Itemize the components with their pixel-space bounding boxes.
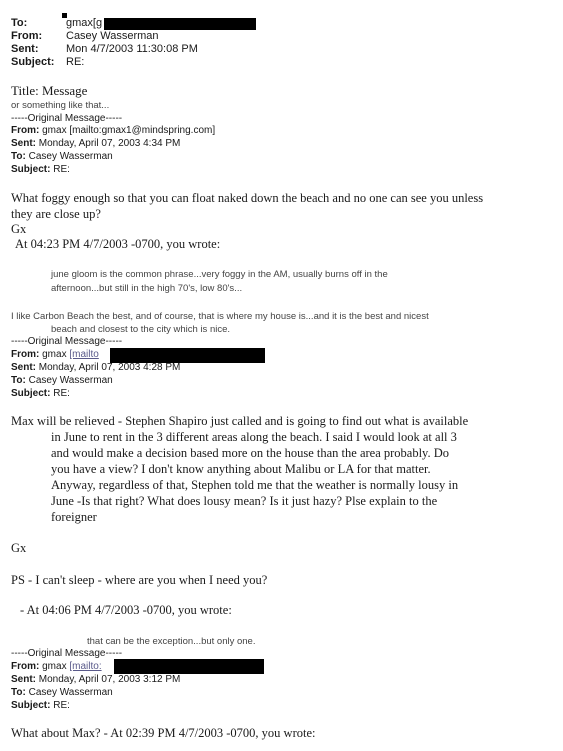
quote1-line1: june gloom is the common phrase...very foggy in the AM, usually burns off in the [51,269,388,280]
para2-line4: you have a view? I don't know anything about Malibu or LA for that matter. [51,462,431,476]
block2-from-label: From: [11,349,40,360]
block1-from [11,125,215,136]
block2-to [11,375,113,386]
para2-line1: Max will be relieved - Stephen Shapiro just called and is going to find out what is available [11,414,469,428]
block2-to-value: Casey Wasserman [28,375,113,386]
block2-sent-label: Sent: [11,362,36,373]
block3-from-value: gmax [42,661,67,672]
block3-from-label: From: [11,661,40,672]
mailto-link-2[interactable]: [mailto [69,349,99,360]
block1-from-label: From: [11,125,40,136]
block2-sent-value: Monday, April 07, 2003 4:28 PM [38,362,181,373]
gx-signature-1: Gx [11,222,27,236]
block3-to-value: Casey Wasserman [28,687,113,698]
block2-to-label: To: [11,375,26,386]
block3-sent-label: Sent: [11,674,36,685]
block1-to-label: To: [11,151,26,162]
to-value: gmax[g [66,17,103,29]
title-line: Title: Message [11,83,88,98]
block2-subject-label: Subject: [11,388,51,399]
quote1-line2: afternoon...but still in the high 70's, low 80's... [51,283,243,294]
subject-value: RE: [66,56,85,68]
block3-sent-value: Monday, April 07, 2003 3:12 PM [38,674,181,685]
redacted-email-to [104,18,256,30]
sent-value: Mon 4/7/2003 11:30:08 PM [66,43,198,55]
mailto-link-3[interactable]: [mailto: [69,661,102,672]
para2-line7: foreigner [51,510,97,524]
block2-subject-value: RE: [53,388,70,399]
block1-subject [11,164,70,175]
para2-line5: Anyway, regardless of that, Stephen told me that the weather is normally lousy in [51,478,459,492]
block1-subject-value: RE: [53,164,70,175]
or-something-line: or something like that... [11,100,110,111]
para2-line6: June -Is that right? What does lousy mean? Is it just hazy? Plse explain to the [51,494,438,508]
block2-subject [11,388,70,399]
redacted-email-2 [110,348,265,363]
block3-subject-value: RE: [53,700,70,711]
carbon-line1: I like Carbon Beach the best, and of course, that is where my house is...and it is the best and nicest [11,311,429,322]
block1-to-value: Casey Wasserman [28,151,113,162]
block1-sent [11,138,180,149]
redacted-email-3 [114,659,264,674]
original-message-2: -----Original Message----- [11,336,123,347]
gx-signature-2: Gx [11,541,27,555]
para2-line3: and would make a decision based more on the house than the area probably. Do [51,446,450,460]
block1-from-value: gmax [mailto:gmax1@mindspring.com] [42,125,216,136]
block2-sent [11,362,180,373]
from-label: From: [11,30,43,42]
para1-line1: What foggy enough so that you can float naked down the beach and no one can see you unless [11,191,484,205]
sent-label: Sent: [11,43,39,55]
block3-to-label: To: [11,687,26,698]
block2-from [11,349,99,360]
subject-label: Subject: [11,56,55,68]
last-line: What about Max? - At 02:39 PM 4/7/2003 -0700, you wrote: [11,726,316,740]
carbon-line2: beach and closest to the city which is nice. [51,324,231,335]
quote2-line: that can be the exception...but only one. [87,636,256,647]
at-0423-line: At 04:23 PM 4/7/2003 -0700, you wrote: [15,237,221,251]
from-value: Casey Wasserman [66,30,159,42]
original-message-3: -----Original Message----- [11,648,123,659]
block3-subject-label: Subject: [11,700,51,711]
ps-line: PS - I can't sleep - where are you when I need you? [11,573,268,587]
block1-subject-label: Subject: [11,164,51,175]
block1-sent-value: Monday, April 07, 2003 4:34 PM [38,138,181,149]
para1-line2: they are close up? [11,207,101,221]
original-message-1: -----Original Message----- [11,113,123,124]
block3-subject [11,700,70,711]
block3-to [11,687,113,698]
block1-to [11,151,113,162]
to-label: To: [11,17,28,29]
block1-sent-label: Sent: [11,138,36,149]
block3-sent [11,674,180,685]
block2-from-value: gmax [42,349,67,360]
para2-line2: in June to rent in the 3 different areas along the beach. I said I would look at all 3 [51,430,457,444]
block3-from [11,661,102,672]
at-0406-line: - At 04:06 PM 4/7/2003 -0700, you wrote: [20,603,232,617]
